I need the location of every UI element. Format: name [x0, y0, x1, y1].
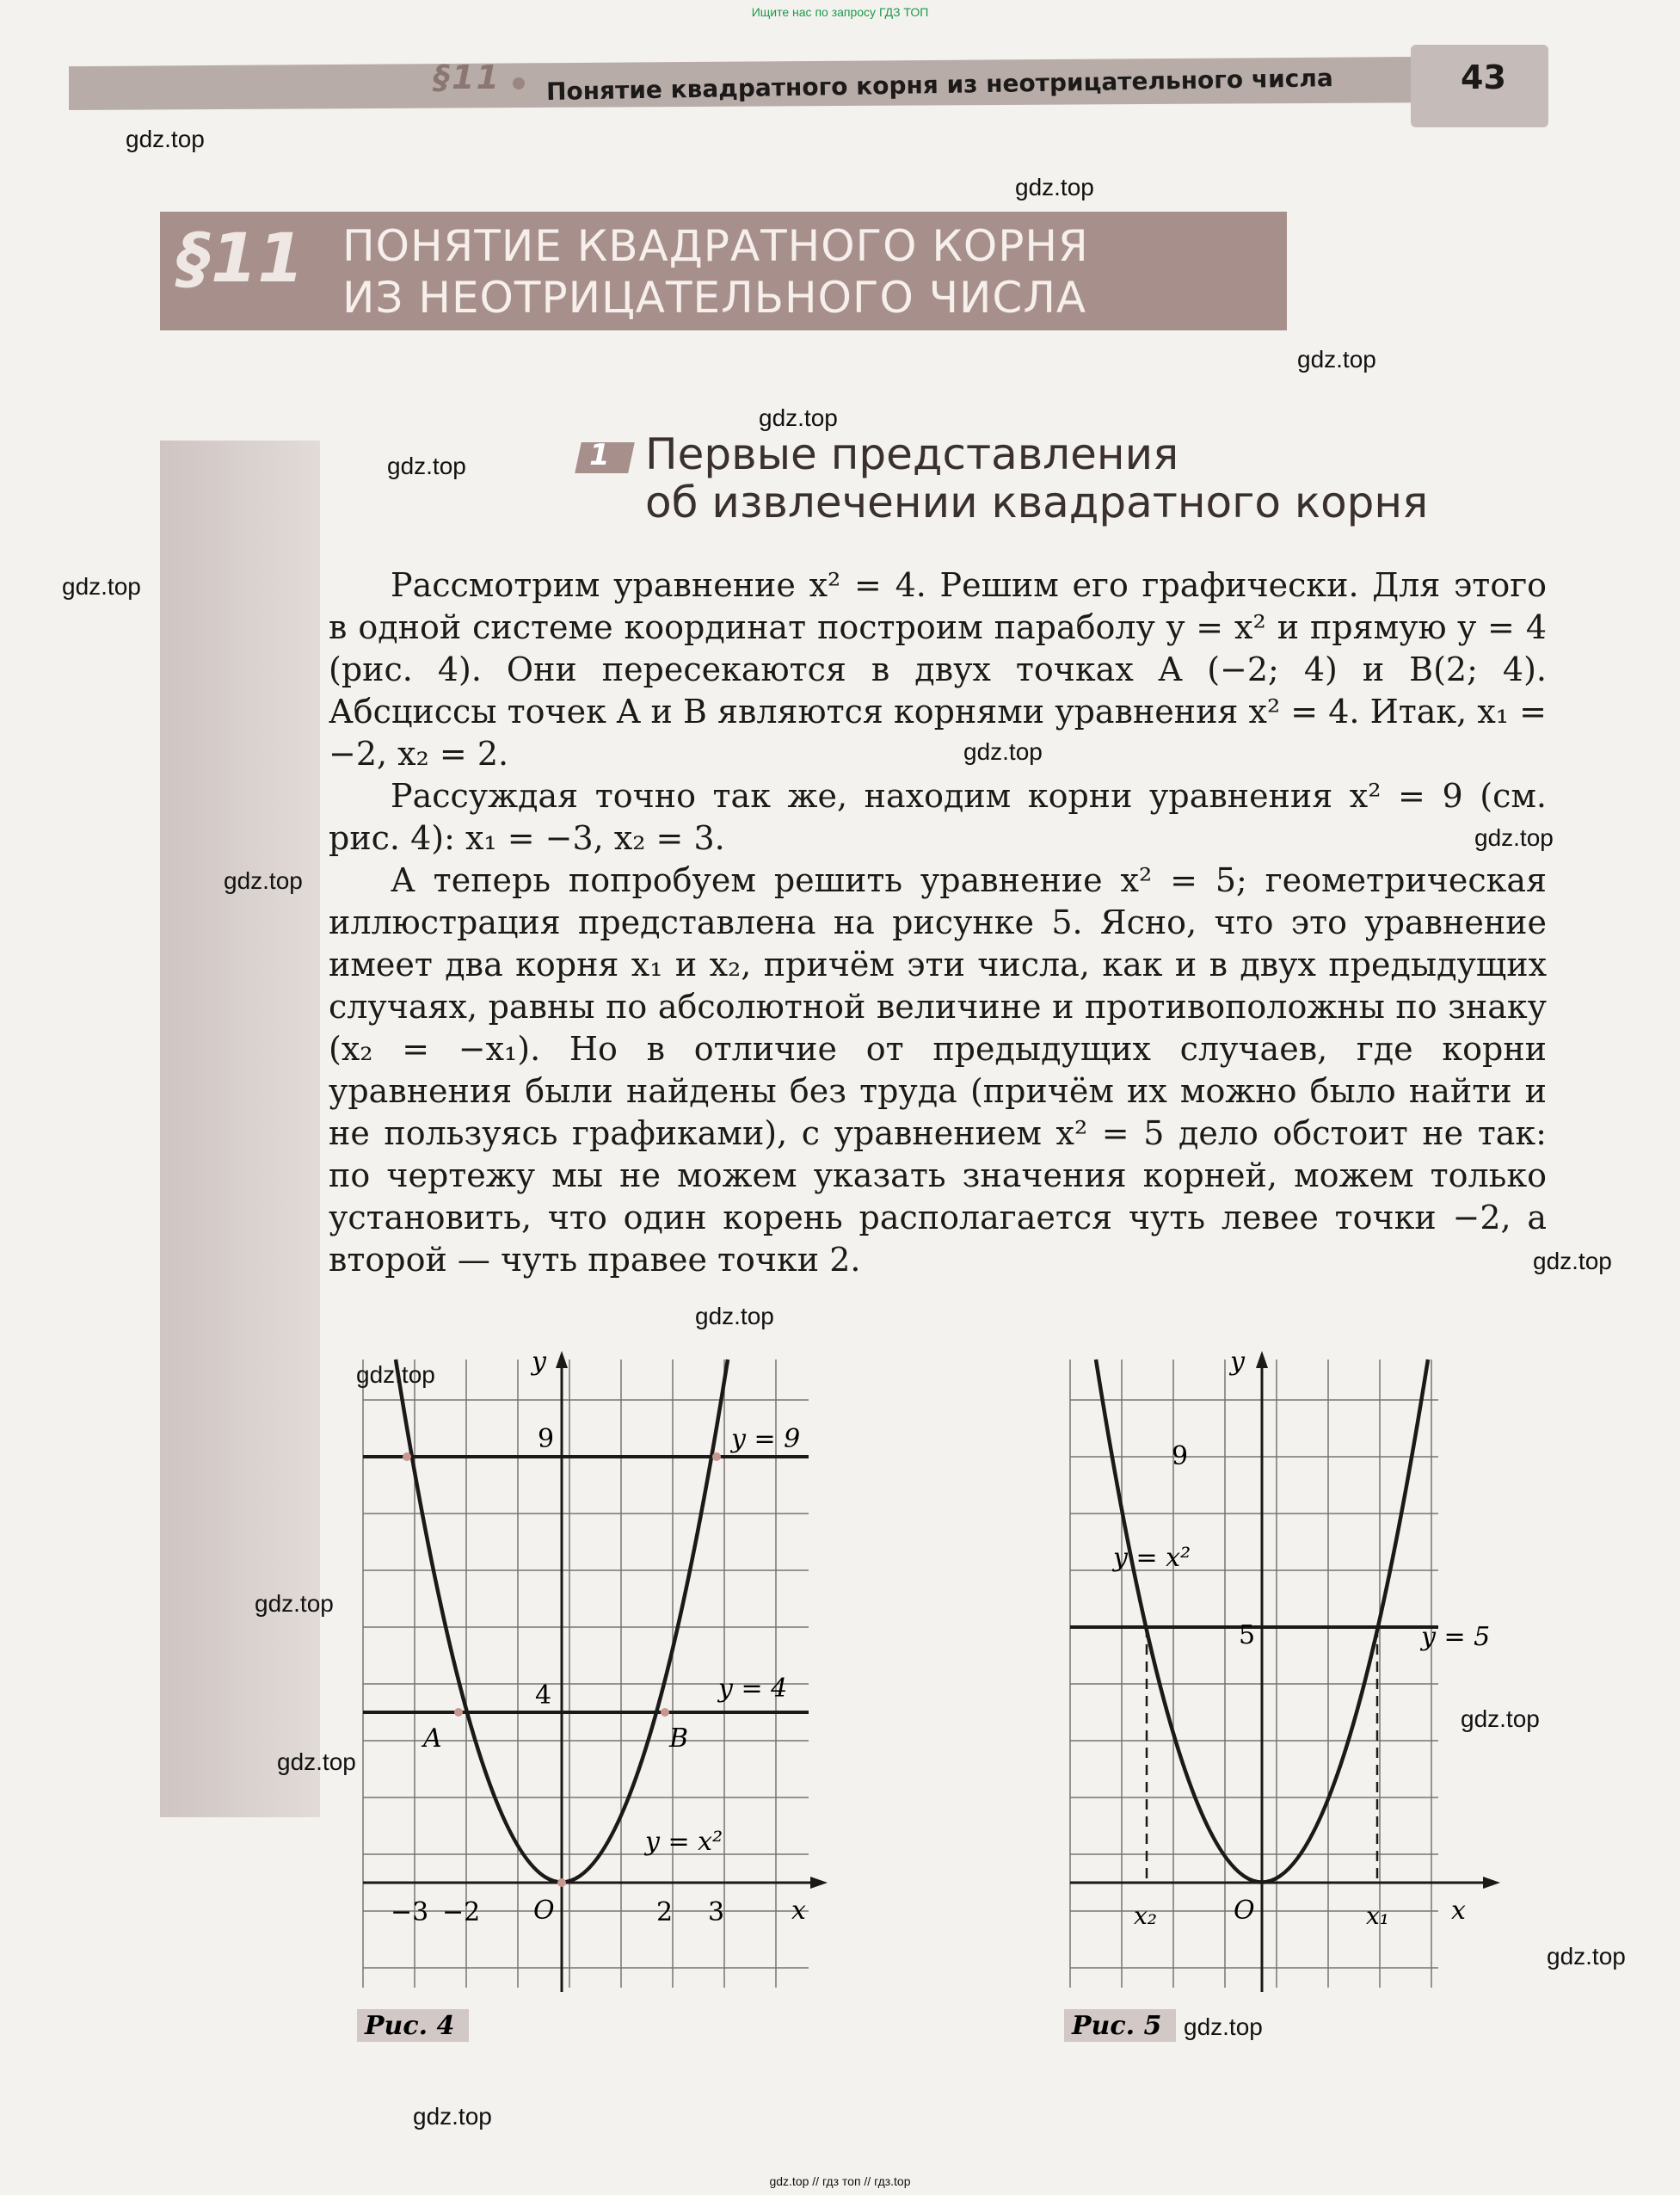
- fig4-tick-x-3: 3: [708, 1897, 725, 1927]
- fig4-point-A: [454, 1708, 463, 1717]
- watermark: gdz.top: [695, 1303, 774, 1329]
- fig4-caption: Рис. 4: [365, 2011, 455, 2041]
- bullet-dot-icon: [513, 77, 525, 89]
- fig4-label-B: B: [669, 1723, 689, 1754]
- watermark: gdz.top: [62, 573, 141, 600]
- fig4-point-minus3-9: [403, 1452, 411, 1461]
- watermark: gdz.top: [1547, 1943, 1626, 1970]
- watermark: gdz.top: [413, 2103, 492, 2130]
- watermark: gdz.top: [1461, 1705, 1540, 1732]
- watermark: gdz.top: [1184, 2013, 1263, 2040]
- fig5-x-arrow-icon: [1483, 1877, 1500, 1889]
- fig5-x-label: x: [1451, 1896, 1466, 1926]
- section-title-line1: Первые представления: [645, 429, 1179, 479]
- section-title: [645, 430, 1428, 527]
- chapter-title-line1: ПОНЯТИЕ КВАДРАТНОГО КОРНЯ: [342, 221, 1089, 271]
- fig4-y-label: y: [532, 1351, 546, 1377]
- fig4-tick-4: 4: [535, 1680, 552, 1711]
- watermark: gdz.top: [387, 453, 466, 479]
- figure-4: [353, 1351, 834, 2065]
- fig5-label-x1: x₁: [1366, 1902, 1390, 1930]
- paragraph-1: Рассмотрим уравнение x² = 4. Решим его графически. Для этого в одной системе координат построим параболу y = x² и прямую y = 4 (рис. 4). Они пересекаются в двух точках A (−2; 4) и B(2; 4). Абсциссы точек A и B являются корнями уравнения x² = 4. Итак, x₁ = −2, x₂ = 2.: [329, 566, 1547, 773]
- fig5-tick-9: 9: [1172, 1441, 1189, 1471]
- fig4-tick-x-2: 2: [656, 1897, 674, 1927]
- running-header-title: Понятие квадратного корня из неотрицательного числа: [545, 64, 1333, 106]
- top-note: Ищите нас по запросу ГДЗ ТОП: [751, 5, 929, 19]
- watermark: gdz.top: [277, 1748, 356, 1775]
- fig4-point-3-9: [712, 1452, 721, 1461]
- running-header: [69, 33, 1548, 127]
- fig4-label-y9: y = 9: [731, 1424, 801, 1454]
- paragraph-2: Рассуждая точно так же, находим корни уравнения x² = 9 (см. рис. 4): x₁ = −3, x₂ = 3.: [329, 777, 1547, 857]
- watermark: gdz.top: [224, 867, 303, 894]
- fig4-tick-x-minus3: −3: [391, 1897, 429, 1927]
- fig4-origin-point: [557, 1878, 566, 1887]
- figure-5: [1060, 1351, 1516, 2065]
- watermark: gdz.top: [1533, 1248, 1612, 1274]
- chapter-number: §11: [177, 220, 305, 298]
- paragraph-3: А теперь попробуем решить уравнение x² = 5; геометрическая иллюстрация представлена на рисунке 5. Ясно, что это уравнение имеет два корня x₁ и x₂, причём эти числа, как и в двух предыдущих случаях, равны по абсолютной величине и противоположны по знаку (x₂ = −x₁). Но в отличие от предыдущих случаев, где корни уравнения были найдены без труда (причём их можно было найти и не пользуясь графиками), с уравнением x² = 5 дело обстоит не так: по чертежу мы не можем указать значения корней, можем только установить, что один корень располагается чуть левее точки −2, а второй — чуть правее точки 2.: [329, 861, 1547, 1279]
- fig5-grid: [1070, 1360, 1438, 1988]
- chapter-title-line2: ИЗ НЕОТРИЦАТЕЛЬНОГО ЧИСЛА: [342, 273, 1087, 323]
- fig5-caption: Рис. 5: [1072, 2011, 1162, 2041]
- bottom-note: gdz.top // гдз топ // гдз.top: [769, 2174, 911, 2188]
- watermark: gdz.top: [356, 1361, 435, 1388]
- page-number: 43: [1461, 59, 1506, 96]
- fig4-x-label: x: [791, 1896, 806, 1926]
- fig4-point-B: [661, 1708, 669, 1717]
- watermark: gdz.top: [1474, 824, 1554, 851]
- watermark: gdz.top: [759, 404, 838, 431]
- fig4-label-y4: y = 4: [718, 1674, 788, 1704]
- fig4-tick-x-minus2: −2: [442, 1897, 481, 1927]
- watermark: gdz.top: [963, 738, 1043, 765]
- watermark: gdz.top: [1015, 174, 1094, 200]
- fig5-y-arrow-icon: [1256, 1351, 1268, 1368]
- fig5-label-parabola: y = x²: [1113, 1543, 1191, 1573]
- fig5-y-label: y: [1230, 1351, 1245, 1377]
- section-number: 1: [589, 438, 610, 472]
- running-header-section: §11: [434, 59, 501, 96]
- fig4-label-A: A: [423, 1723, 442, 1754]
- fig4-y-arrow-icon: [556, 1351, 568, 1368]
- fig5-label-x2: x₂: [1134, 1902, 1158, 1930]
- body-text: [329, 564, 1547, 1281]
- watermark: gdz.top: [255, 1590, 334, 1617]
- fig4-x-arrow-icon: [810, 1877, 828, 1889]
- watermark: gdz.top: [1297, 346, 1376, 373]
- fig5-label-y5: y = 5: [1421, 1622, 1491, 1652]
- chapter-title: [342, 220, 1089, 324]
- fig4-origin-label: O: [533, 1896, 555, 1926]
- fig4-tick-9: 9: [538, 1424, 555, 1454]
- fig5-tick-5: 5: [1239, 1620, 1256, 1650]
- watermark: gdz.top: [126, 126, 205, 152]
- section-title-line2: об извлечении квадратного корня: [645, 478, 1429, 527]
- fig4-label-parabola: y = x²: [645, 1827, 723, 1857]
- fig5-origin-label: O: [1234, 1896, 1255, 1926]
